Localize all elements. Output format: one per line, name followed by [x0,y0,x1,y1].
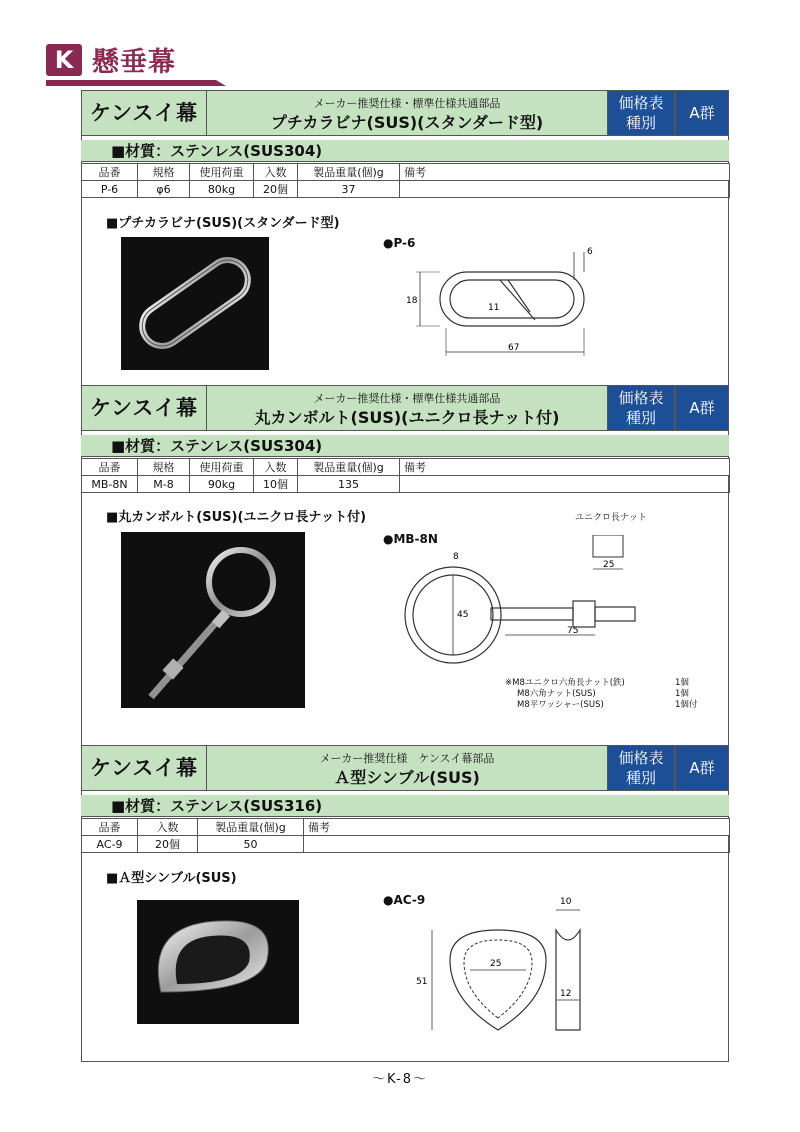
product-caption: ■丸カンボルト(SUS)(ユニクロ長ナット付) [106,510,367,525]
col-header: 規格 [138,164,190,181]
accessory-notes [505,678,698,711]
price-label-line1: 価格表 [618,94,664,112]
product-name: 丸カンボルト(SUS)(ユニクロ長ナット付) [254,408,560,427]
col-header: 品番 [82,164,138,181]
col-header: 製品重量(個)g [198,819,304,836]
price-label-line2: 種別 [625,769,656,787]
ring-bolt-photo [121,532,305,708]
dim-label: 45 [457,610,469,620]
col-header: 入数 [138,819,198,836]
price-category-label [607,745,675,791]
product-subtitle: メーカー推奨仕様・標準仕様共通部品 [313,392,501,405]
product-caption: ■Ａ型シンブル(SUS) [106,871,237,886]
col-header: 備考 [400,459,730,476]
brand-label: ケンスイ幕 [81,745,207,791]
diagram-label: ●MB-8N [383,532,438,546]
table-header-row [82,459,730,476]
dim-label: 10 [560,897,572,907]
ring-bolt-diagram [395,535,655,675]
thimble-image [137,900,299,1024]
spec-table-3 [81,818,730,853]
product-name: プチカラビナ(SUS)(スタンダード型) [270,113,544,132]
section-letter-badge: K [46,44,82,76]
product-caption: ■プチカラビナ(SUS)(スタンダード型) [106,216,340,231]
material-row: ■材質：ステンレス(SUS304) [81,140,729,162]
page-number: ～K-8～ [371,1072,429,1087]
price-label-line1: 価格表 [618,389,664,407]
brand-label: ケンスイ幕 [81,385,207,431]
table-row [82,181,730,198]
dim-label: 25 [603,560,615,570]
diagram-label: ●P-6 [383,236,416,250]
col-header: 入数 [254,459,298,476]
cell-qty: 20個 [138,836,198,853]
price-label-line2: 種別 [625,409,656,427]
product-subtitle: メーカー推奨仕様 ケンスイ幕部品 [319,752,495,765]
table-header-row [82,164,730,181]
col-header: 備考 [400,164,730,181]
carabiner-diagram [400,240,600,370]
diagram-label: ●AC-9 [383,893,426,907]
brand-label: ケンスイ幕 [81,90,207,136]
material-row: ■材質：ステンレス(SUS316) [81,795,729,817]
cell-load: 80kg [190,181,254,198]
section-title: 懸垂幕 [92,47,176,78]
price-label-line1: 価格表 [618,749,664,767]
ring-bolt-image [121,532,305,708]
spec-table-1 [81,163,730,198]
cell-qty: 10個 [254,476,298,493]
dim-label: 6 [587,247,593,257]
col-header: 製品重量(個)g [298,164,400,181]
nut-label: ユニクロ長ナット [575,513,647,523]
carabiner-image [121,237,269,370]
product-title-box [207,745,607,791]
cell-load: 90kg [190,476,254,493]
cell-part-no: MB-8N [82,476,138,493]
note-line: ※M8ユニクロ六角長ナット(鉄) 1個 [505,678,689,688]
dim-label: 75 [567,626,579,636]
price-category-label [607,90,675,136]
table-header-row [82,819,730,836]
dim-label: 18 [406,296,418,306]
cell-note [400,476,730,493]
product-band-3 [81,745,729,791]
cell-note [304,836,730,853]
col-header: 品番 [82,819,138,836]
col-header: 規格 [138,459,190,476]
cell-spec: φ6 [138,181,190,198]
material-row: ■材質：ステンレス(SUS304) [81,435,729,457]
dim-label: 51 [416,977,428,987]
col-header: 使用荷重 [190,164,254,181]
note-line: M8六角ナット(SUS) 1個 [517,689,689,699]
cell-qty: 20個 [254,181,298,198]
dim-label: 25 [490,959,502,969]
dim-label: 8 [453,552,459,562]
product-subtitle: メーカー推奨仕様・標準仕様共通部品 [313,97,501,110]
cell-part-no: P-6 [82,181,138,198]
carabiner-photo [121,237,269,370]
price-group: A群 [675,90,729,136]
cell-spec: M-8 [138,476,190,493]
note-line: M8平ワッシャー(SUS) 1個付 [517,700,698,710]
col-header: 入数 [254,164,298,181]
section-underline [46,80,226,86]
price-label-line2: 種別 [625,114,656,132]
table-row [82,836,730,853]
price-group: A群 [675,745,729,791]
col-header: 備考 [304,819,730,836]
col-header: 品番 [82,459,138,476]
product-title-box [207,385,607,431]
price-category-label [607,385,675,431]
spec-table-2 [81,458,730,493]
col-header: 使用荷重 [190,459,254,476]
cell-note [400,181,730,198]
product-title-box [207,90,607,136]
product-band-2 [81,385,729,431]
dim-label: 11 [488,303,500,313]
dim-label: 67 [508,343,520,353]
col-header: 製品重量(個)g [298,459,400,476]
thimble-diagram [410,890,600,1040]
cell-weight: 37 [298,181,400,198]
cell-part-no: AC-9 [82,836,138,853]
thimble-photo [137,900,299,1024]
product-name: Ａ型シンブル(SUS) [334,768,480,787]
cell-weight: 135 [298,476,400,493]
table-row [82,476,730,493]
product-band-1 [81,90,729,136]
price-group: A群 [675,385,729,431]
cell-weight: 50 [198,836,304,853]
dim-label: 12 [560,989,572,999]
